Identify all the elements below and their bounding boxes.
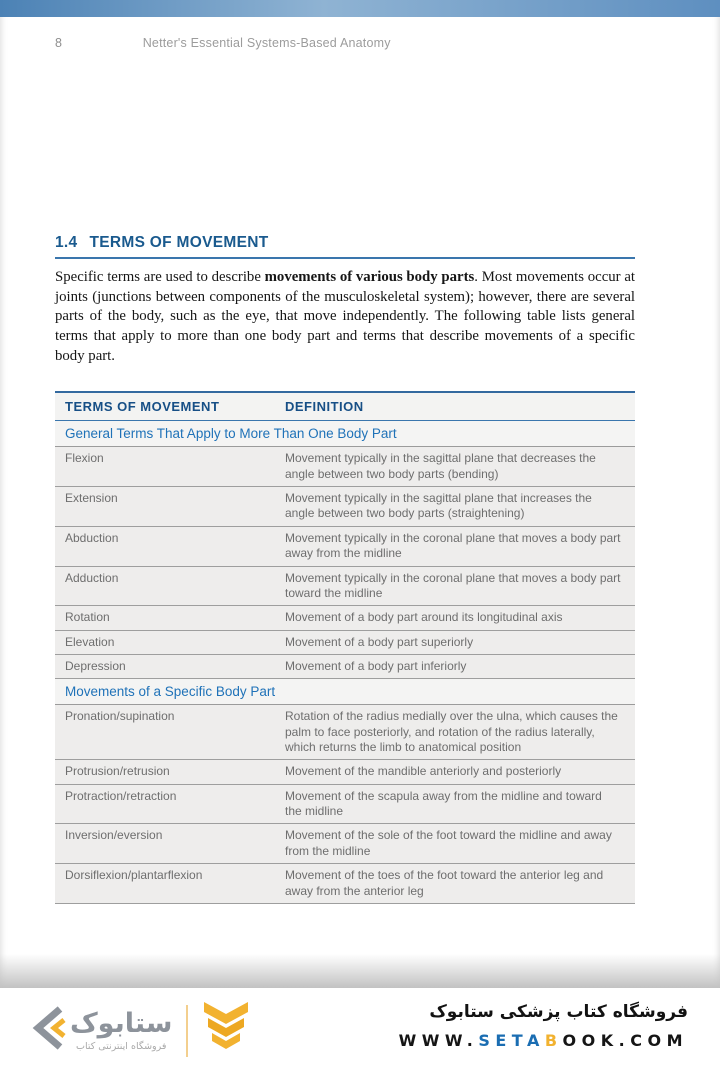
table-row <box>55 527 635 567</box>
definition-cell: Movement of a body part around its longitudinal axis <box>285 610 563 625</box>
footer-logo-group <box>30 1000 250 1061</box>
table-row <box>55 567 635 607</box>
definition-cell: Movement of the mandible anteriorly and posteriorly <box>285 764 562 779</box>
brand-text-block <box>70 1009 172 1053</box>
definition-cell: Movement typically in the coronal plane that moves a body part away from the midline <box>285 530 621 561</box>
intro-paragraph <box>55 268 635 366</box>
table-row <box>55 864 635 904</box>
table-body <box>55 421 635 904</box>
table-row <box>55 824 635 864</box>
url-ook-com: OOK.COM <box>562 1031 688 1050</box>
running-head <box>55 36 665 50</box>
term-cell: Rotation <box>65 610 110 625</box>
brand-tagline: فروشگاه اینترنتی کتاب <box>76 1041 167 1053</box>
table-section-header: Movements of a Specific Body Part <box>55 679 635 705</box>
table-row <box>55 606 635 630</box>
definition-cell: Movement of the toes of the foot toward the anterior leg and away from the anterior leg <box>285 868 604 898</box>
intro-text-start: Specific terms are used to describe <box>55 269 265 285</box>
page-number: 8 <box>55 36 63 50</box>
term-cell: Protraction/retraction <box>65 788 177 803</box>
term-cell: Extension <box>65 491 118 506</box>
url-www: WWW. <box>398 1031 479 1050</box>
term-cell: Pronation/supination <box>65 709 175 724</box>
page-content <box>55 234 635 904</box>
store-name-persian: فروشگاه کتاب پزشکی ستابوک <box>429 1002 688 1022</box>
table-row <box>55 631 635 655</box>
term-cell: Flexion <box>65 451 104 466</box>
term-cell: Protrusion/retrusion <box>65 764 170 779</box>
table-row <box>55 487 635 527</box>
definition-cell: Rotation of the radius medially over the ulna, which causes the palm to face posteriorly, and rotation of the radius laterally, which returns the limb to anatomical position <box>285 709 618 755</box>
brand-name: ستابوک <box>70 1007 173 1039</box>
footer-watermark <box>0 988 720 1080</box>
term-cell: Elevation <box>65 634 115 649</box>
intro-text-bold: movements of various body parts <box>264 269 475 285</box>
section-heading <box>55 234 635 259</box>
definition-cell: Movement typically in the coronal plane that moves a body part toward the midline <box>285 570 621 600</box>
intro-text-end: . Most movements occur at joints (junctions between components of the musculoskeletal system); however, there are several parts of the body, such as the eye, that move independently. The following table lists general terms that apply to more than one body part and terms that describe movements of a specific body part. <box>55 269 635 364</box>
table-row <box>55 760 635 784</box>
section-number: 1.4 <box>55 234 78 251</box>
url-seta: SETA <box>478 1031 545 1050</box>
term-cell: Inversion/eversion <box>65 828 163 843</box>
footer-divider <box>186 1005 188 1057</box>
terms-of-movement-table <box>55 391 635 904</box>
table-row <box>55 705 635 760</box>
definition-cell: Movement of a body part superiorly <box>285 634 474 649</box>
table-row <box>55 785 635 825</box>
table-row <box>55 447 635 487</box>
chevrons-left-icon <box>30 1005 66 1056</box>
definition-cell: Movement of the sole of the foot toward the midline and away from the midline <box>285 828 612 858</box>
section-title: TERMS OF MOVEMENT <box>89 234 269 251</box>
url-b: B <box>544 1031 563 1050</box>
top-accent-bar <box>0 0 720 17</box>
table-header-row <box>55 393 635 421</box>
term-cell: Dorsiflexion/plantarflexion <box>65 868 203 883</box>
book-title: Netter's Essential Systems-Based Anatomy <box>142 36 391 50</box>
website-url <box>399 1031 688 1050</box>
table-section-header: General Terms That Apply to More Than One Body Part <box>55 421 635 447</box>
term-cell: Depression <box>65 658 126 673</box>
term-cell: Adduction <box>65 570 119 585</box>
setabook-chevrons-icon <box>202 1000 250 1061</box>
page-bottom-shadow <box>0 954 720 988</box>
term-cell: Abduction <box>65 530 119 545</box>
table-row <box>55 655 635 679</box>
definition-cell: Movement typically in the sagittal plane that decreases the angle between two body parts (bending) <box>285 451 596 481</box>
definition-cell: Movement typically in the sagittal plane that increases the angle between two body parts (straightening) <box>285 491 592 521</box>
definition-cell: Movement of a body part inferiorly <box>285 658 467 673</box>
definition-cell: Movement of the scapula away from the midline and toward the midline <box>285 788 602 819</box>
column-header-definition: DEFINITION <box>285 399 364 415</box>
footer-text-group <box>399 1002 688 1050</box>
column-header-terms: TERMS OF MOVEMENT <box>65 399 220 415</box>
